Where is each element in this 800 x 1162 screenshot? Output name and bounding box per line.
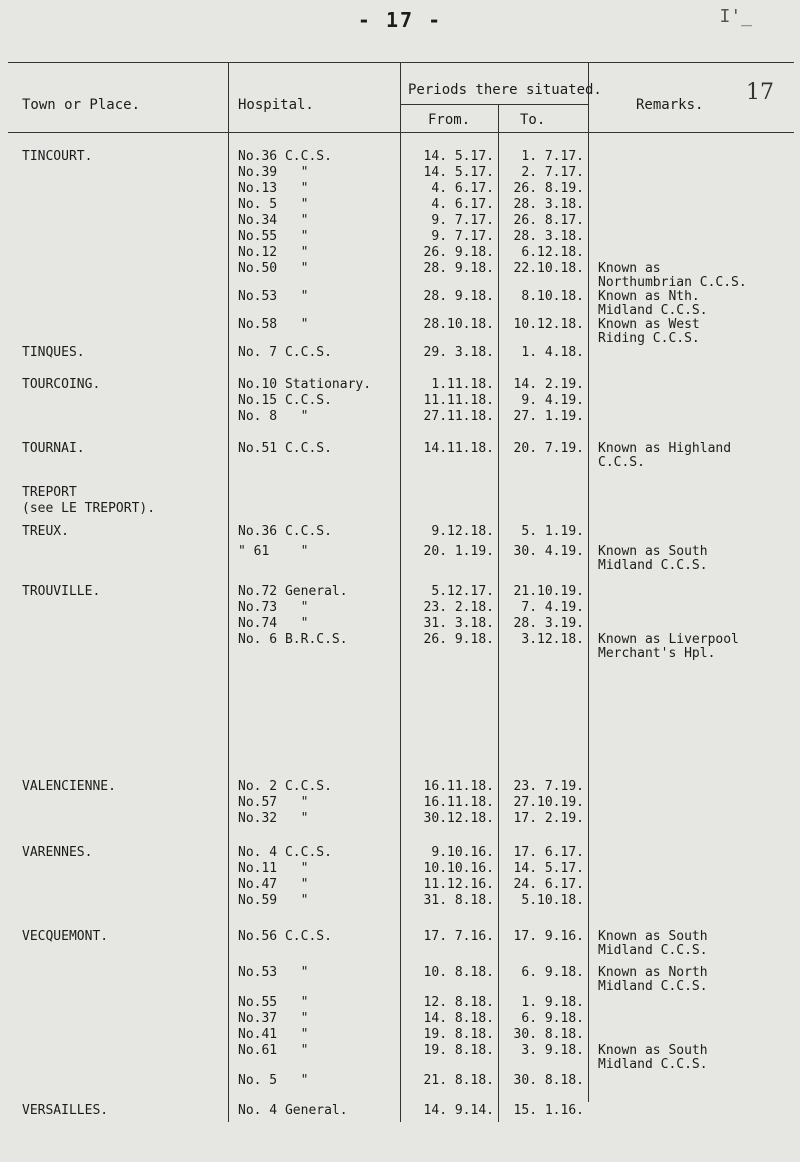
to-date-cell: 26. 8.19. (513, 181, 584, 196)
town-cell: VERSAILLES. (22, 1103, 109, 1118)
town-cell: TOURNAI. (22, 441, 85, 456)
side-number: 17 (746, 80, 774, 105)
from-date-cell: 14. 9.14. (423, 1103, 494, 1118)
hospital-cell: No.10 Stationary. (238, 377, 372, 392)
header-to: To. (520, 112, 546, 128)
to-date-cell: 3.12.18. (521, 632, 584, 647)
hospital-cell: No.57 " (238, 795, 309, 810)
header-remarks: Remarks. (636, 97, 704, 113)
hospital-cell: No.61 " (238, 1043, 309, 1058)
hospital-cell: No.50 " (238, 261, 309, 276)
hospital-cell: No.53 " (238, 289, 309, 304)
remarks-line: Known as South (598, 929, 708, 944)
to-date-cell: 14. 5.17. (513, 861, 584, 876)
from-date-cell: 9.10.16. (431, 845, 494, 860)
from-date-cell: 19. 8.18. (423, 1043, 494, 1058)
to-date-cell: 17. 2.19. (513, 811, 584, 826)
from-date-cell: 30.12.18. (423, 811, 494, 826)
hospital-cell: No.51 C.C.S. (238, 441, 332, 456)
header-town: Town or Place. (22, 97, 141, 113)
from-date-cell: 31. 3.18. (423, 616, 494, 631)
from-date-cell: 28. 9.18. (423, 289, 494, 304)
remarks-line: Midland C.C.S. (598, 979, 708, 994)
hospital-cell: No.15 C.C.S. (238, 393, 332, 408)
remarks-line: Northumbrian C.C.S. (598, 275, 747, 290)
to-date-cell: 28. 3.19. (513, 616, 584, 631)
remarks-line: C.C.S. (598, 455, 645, 470)
hospital-cell: No. 5 " (238, 1073, 309, 1088)
remarks-line: Known as (598, 261, 661, 276)
from-date-cell: 26. 9.18. (423, 245, 494, 260)
from-date-cell: 4. 6.17. (431, 197, 494, 212)
from-date-cell: 20. 1.19. (423, 544, 494, 559)
hospital-cell: No.12 " (238, 245, 309, 260)
col-divider-from-to (498, 104, 499, 1122)
to-date-cell: 27. 1.19. (513, 409, 584, 424)
hospital-cell: No.56 C.C.S. (238, 929, 332, 944)
from-date-cell: 12. 8.18. (423, 995, 494, 1010)
remarks-line: Midland C.C.S. (598, 303, 708, 318)
to-date-cell: 30. 8.18. (513, 1027, 584, 1042)
header-rule (8, 132, 794, 133)
from-date-cell: 14. 8.18. (423, 1011, 494, 1026)
remarks-line: Known as Nth. (598, 289, 700, 304)
from-date-cell: 4. 6.17. (431, 181, 494, 196)
hospital-cell: No.74 " (238, 616, 309, 631)
to-date-cell: 8.10.18. (521, 289, 584, 304)
remarks-line: Known as South (598, 1043, 708, 1058)
from-date-cell: 17. 7.16. (423, 929, 494, 944)
from-date-cell: 14. 5.17. (423, 149, 494, 164)
to-date-cell: 28. 3.18. (513, 229, 584, 244)
remarks-line: Known as Liverpool (598, 632, 739, 647)
to-date-cell: 1. 4.18. (521, 345, 584, 360)
hospital-cell: No.32 " (238, 811, 309, 826)
from-date-cell: 29. 3.18. (423, 345, 494, 360)
to-date-cell: 27.10.19. (513, 795, 584, 810)
hospital-cell: No.34 " (238, 213, 309, 228)
to-date-cell: 5. 1.19. (521, 524, 584, 539)
to-date-cell: 26. 8.17. (513, 213, 584, 228)
remarks-line: Known as South (598, 544, 708, 559)
from-date-cell: 31. 8.18. (423, 893, 494, 908)
hospital-cell: No.73 " (238, 600, 309, 615)
from-date-cell: 5.12.17. (431, 584, 494, 599)
hospital-cell: No. 2 C.C.S. (238, 779, 332, 794)
from-date-cell: 27.11.18. (423, 409, 494, 424)
hospital-cell: No. 4 General. (238, 1103, 348, 1118)
to-date-cell: 14. 2.19. (513, 377, 584, 392)
hospital-cell: No.37 " (238, 1011, 309, 1026)
hospital-cell: No.58 " (238, 317, 309, 332)
to-date-cell: 17. 9.16. (513, 929, 584, 944)
top-rule (8, 62, 794, 63)
hospital-cell: " 61 " (238, 544, 309, 559)
to-date-cell: 22.10.18. (513, 261, 584, 276)
town-cell: TINCOURT. (22, 149, 93, 164)
hospital-cell: No.53 " (238, 965, 309, 980)
to-date-cell: 15. 1.16. (513, 1103, 584, 1118)
hospital-cell: No. 8 " (238, 409, 309, 424)
town-cell: TINQUES. (22, 345, 85, 360)
from-date-cell: 14. 5.17. (423, 165, 494, 180)
header-periods: Periods there situated. (408, 82, 602, 98)
from-date-cell: 10. 8.18. (423, 965, 494, 980)
from-date-cell: 9. 7.17. (431, 213, 494, 228)
hospital-cell: No.47 " (238, 877, 309, 892)
to-date-cell: 1. 9.18. (521, 995, 584, 1010)
from-date-cell: 14.11.18. (423, 441, 494, 456)
to-date-cell: 21.10.19. (513, 584, 584, 599)
to-date-cell: 28. 3.18. (513, 197, 584, 212)
hospital-cell: No.39 " (238, 165, 309, 180)
to-date-cell: 6. 9.18. (521, 1011, 584, 1026)
to-date-cell: 30. 4.19. (513, 544, 584, 559)
hospital-cell: No.72 General. (238, 584, 348, 599)
from-date-cell: 26. 9.18. (423, 632, 494, 647)
from-date-cell: 11.11.18. (423, 393, 494, 408)
hospital-cell: No.55 " (238, 229, 309, 244)
from-date-cell: 16.11.18. (423, 779, 494, 794)
to-date-cell: 6.12.18. (521, 245, 584, 260)
to-date-cell: 30. 8.18. (513, 1073, 584, 1088)
hospital-cell: No.59 " (238, 893, 309, 908)
remarks-line: Known as West (598, 317, 700, 332)
to-date-cell: 20. 7.19. (513, 441, 584, 456)
remarks-line: Midland C.C.S. (598, 943, 708, 958)
from-date-cell: 16.11.18. (423, 795, 494, 810)
hospital-cell: No. 6 B.R.C.S. (238, 632, 348, 647)
remarks-line: Riding C.C.S. (598, 331, 700, 346)
town-cell: VECQUEMONT. (22, 929, 109, 944)
town-cell: VARENNES. (22, 845, 93, 860)
hospital-cell: No.55 " (238, 995, 309, 1010)
hospital-cell: No.13 " (238, 181, 309, 196)
corner-mark: I'_ (719, 6, 752, 27)
periods-sub-rule (400, 104, 588, 105)
town-cell: TOURCOING. (22, 377, 101, 392)
to-date-cell: 3. 9.18. (521, 1043, 584, 1058)
to-date-cell: 9. 4.19. (521, 393, 584, 408)
remarks-line: Merchant's Hpl. (598, 646, 716, 661)
from-date-cell: 9. 7.17. (431, 229, 494, 244)
to-date-cell: 7. 4.19. (521, 600, 584, 615)
from-date-cell: 11.12.16. (423, 877, 494, 892)
remarks-line: Midland C.C.S. (598, 1057, 708, 1072)
town-cell: VALENCIENNE. (22, 779, 116, 794)
to-date-cell: 24. 6.17. (513, 877, 584, 892)
hospital-cell: No.36 C.C.S. (238, 524, 332, 539)
town-cell: TREUX. (22, 524, 69, 539)
remarks-line: Known as Highland (598, 441, 732, 456)
hospital-cell: No.41 " (238, 1027, 309, 1042)
from-date-cell: 1.11.18. (431, 377, 494, 392)
col-divider-hospital (400, 62, 401, 1122)
remarks-line: Known as North (598, 965, 708, 980)
from-date-cell: 9.12.18. (431, 524, 494, 539)
to-date-cell: 2. 7.17. (521, 165, 584, 180)
col-divider-remarks (588, 62, 589, 1102)
hospital-cell: No. 5 " (238, 197, 309, 212)
hospital-cell: No.11 " (238, 861, 309, 876)
page-number: - 17 - (357, 8, 443, 32)
hospital-cell: No. 4 C.C.S. (238, 845, 332, 860)
to-date-cell: 5.10.18. (521, 893, 584, 908)
header-from: From. (428, 112, 471, 128)
town-cell: TREPORT (22, 485, 77, 500)
to-date-cell: 23. 7.19. (513, 779, 584, 794)
remarks-line: Midland C.C.S. (598, 558, 708, 573)
town-cell: TROUVILLE. (22, 584, 101, 599)
town-cell: (see LE TREPORT). (22, 501, 156, 516)
to-date-cell: 10.12.18. (513, 317, 584, 332)
hospital-cell: No.36 C.C.S. (238, 149, 332, 164)
hospital-cell: No. 7 C.C.S. (238, 345, 332, 360)
header-hospital: Hospital. (238, 97, 314, 113)
from-date-cell: 28. 9.18. (423, 261, 494, 276)
from-date-cell: 28.10.18. (423, 317, 494, 332)
to-date-cell: 6. 9.18. (521, 965, 584, 980)
col-divider-town (228, 62, 229, 1122)
from-date-cell: 23. 2.18. (423, 600, 494, 615)
from-date-cell: 19. 8.18. (423, 1027, 494, 1042)
to-date-cell: 17. 6.17. (513, 845, 584, 860)
to-date-cell: 1. 7.17. (521, 149, 584, 164)
from-date-cell: 10.10.16. (423, 861, 494, 876)
from-date-cell: 21. 8.18. (423, 1073, 494, 1088)
